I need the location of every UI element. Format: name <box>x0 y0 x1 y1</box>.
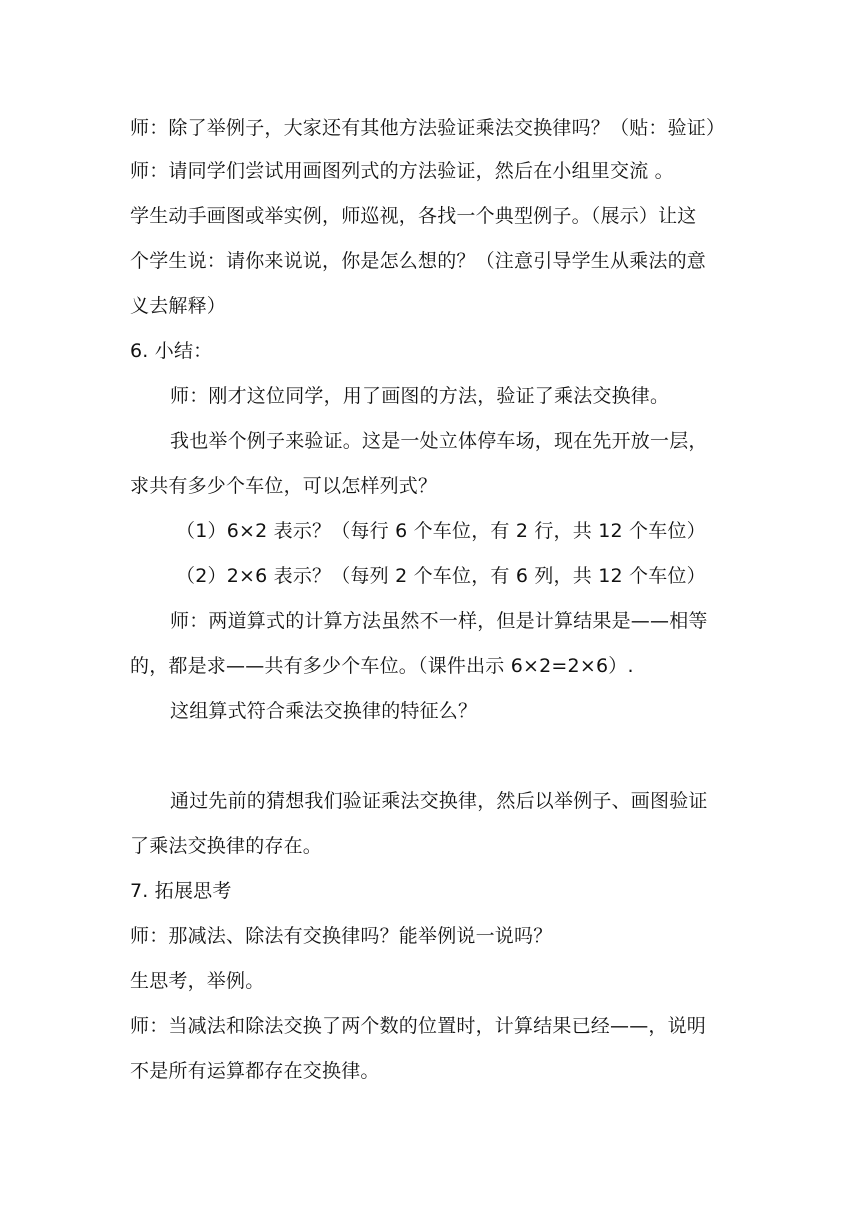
list-item: （1）6×2 表示？（每行 6 个车位，有 2 行，共 12 个车位） <box>176 520 706 542</box>
paragraph-line: 师：那减法、除法有交换律吗？能举例说一说吗？ <box>130 925 553 947</box>
paragraph-line: 义去解释） <box>130 295 227 317</box>
section-heading: 7. 拓展思考 <box>130 880 232 902</box>
paragraph-line: 师：请同学们尝试用画图列式的方法验证，然后在小组里交流 。 <box>130 160 674 182</box>
paragraph-line: 师：当减法和除法交换了两个数的位置时，计算结果已经——，说明 <box>130 1015 707 1037</box>
list-item: （2）2×6 表示？（每列 2 个车位，有 6 列，共 12 个车位） <box>176 565 706 587</box>
paragraph-line: 了乘法交换律的存在。 <box>130 835 323 857</box>
paragraph-line: 师：两道算式的计算方法虽然不一样，但是计算结果是——相等 <box>170 610 708 632</box>
paragraph-line: 这组算式符合乘法交换律的特征么？ <box>170 700 478 722</box>
paragraph-line: 个学生说：请你来说说，你是怎么想的？（注意引导学生从乘法的意 <box>130 250 707 272</box>
paragraph-line: 的，都是求——共有多少个车位。（课件出示 6×2=2×6）. <box>130 655 634 677</box>
paragraph-line: 求共有多少个车位，可以怎样列式？ <box>130 475 438 497</box>
paragraph-line: 不是所有运算都存在交换律。 <box>130 1060 380 1082</box>
paragraph-line: 通过先前的猜想我们验证乘法交换律，然后以举例子、画图验证 <box>170 790 708 812</box>
section-heading: 6. 小结： <box>130 340 213 362</box>
paragraph-line: 生思考，举例。 <box>130 970 265 992</box>
paragraph-line: 学生动手画图或举实例，师巡视，各找一个典型例子。（展示）让这 <box>130 205 697 227</box>
paragraph-line: 我也举个例子来验证。这是一处立体停车场，现在先开放一层， <box>170 430 708 452</box>
paragraph-line: 师：刚才这位同学，用了画图的方法，验证了乘法交换律。 <box>170 385 670 407</box>
paragraph-line: 师：除了举例子，大家还有其他方法验证乘法交换律吗？（贴：验证） <box>130 117 726 139</box>
